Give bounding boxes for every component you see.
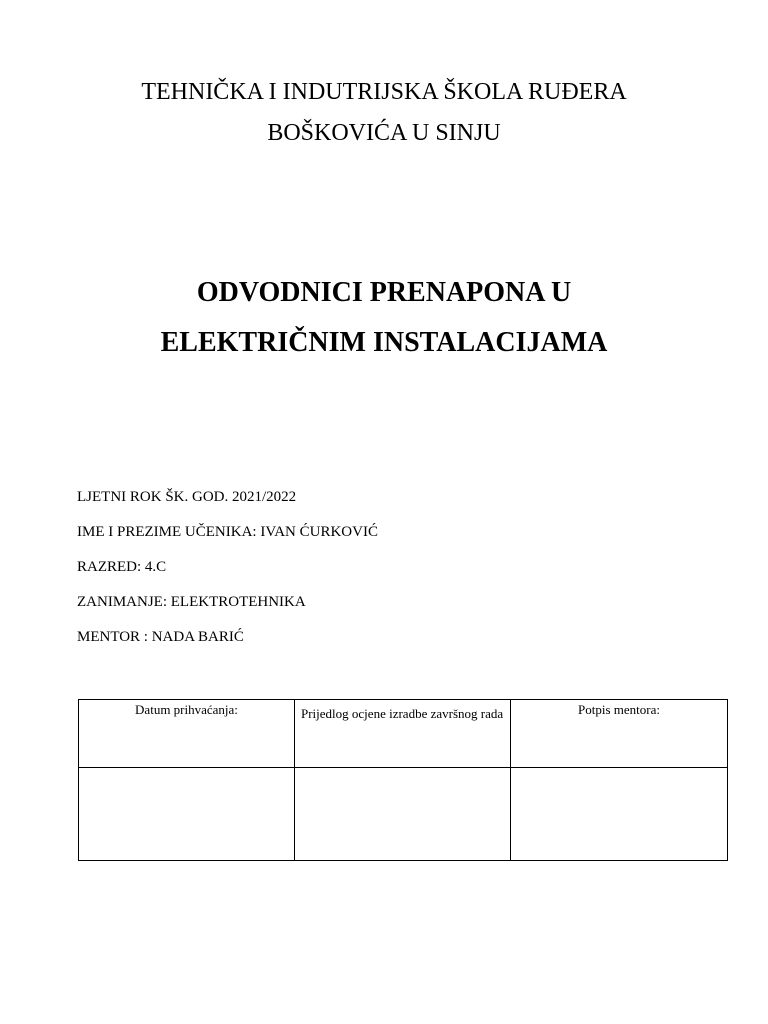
mentor: MENTOR : NADA BARIĆ <box>77 629 244 645</box>
thesis-title-line-1: ODVODNICI PRENAPONA U <box>196 277 572 308</box>
proposed-grade-cell <box>295 768 511 861</box>
acceptance-date-cell <box>79 768 295 861</box>
approval-table-entry-row <box>79 768 728 861</box>
header-proposed-grade: Prijedlog ocjene izradbe završnog rada <box>295 700 511 768</box>
class-grade: RAZRED: 4.C <box>77 559 167 575</box>
approval-table <box>78 699 728 861</box>
thesis-title-line-2: ELEKTRIČNIM INSTALACIJAMA <box>160 327 608 358</box>
exam-term: LJETNI ROK ŠK. GOD. 2021/2022 <box>77 489 297 505</box>
school-name-line-1: TEHNIČKA I INDUTRIJSKA ŠKOLA RUĐERA <box>141 79 627 105</box>
occupation: ZANIMANJE: ELEKTROTEHNIKA <box>77 594 306 610</box>
student-name: IME I PREZIME UČENIKA: IVAN ĆURKOVIĆ <box>77 524 378 540</box>
header-mentor-signature: Potpis mentora: <box>511 700 728 768</box>
mentor-signature-cell <box>511 768 728 861</box>
school-name-line-2: BOŠKOVIĆA U SINJU <box>267 120 501 146</box>
header-acceptance-date: Datum prihvaćanja: <box>79 700 295 768</box>
approval-table-header-row <box>79 700 728 768</box>
